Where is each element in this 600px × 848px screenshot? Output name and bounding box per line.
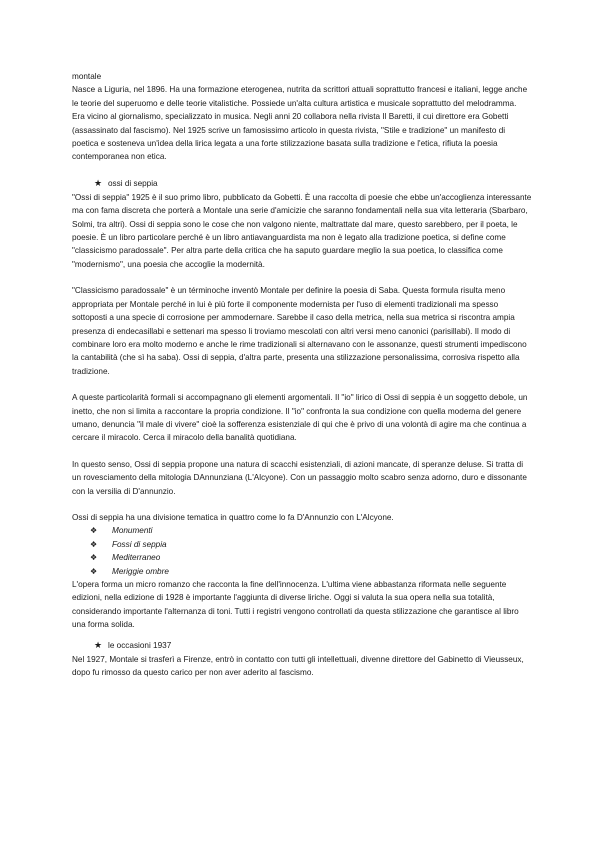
occasioni-paragraph: Nel 1927, Montale si trasferì a Firenze, entrò in contatto con tutti gli intellettuali, divenne direttore del Gabinetto di Vieusseux, dopo fu rimosso da questo carico per non aver aderito al fascismo.: [72, 654, 524, 677]
section-heading-label: ossi di seppia: [108, 179, 158, 189]
list-item: ❖ Monumenti: [90, 524, 532, 537]
section-heading-label: le occasioni 1937: [108, 640, 172, 650]
diamond-bullet-icon: ❖: [90, 553, 98, 563]
list-item: ❖ Meriggie ombre: [90, 565, 532, 578]
ossi-paragraph-5: Ossi di seppia ha una divisione tematica in quattro come lo fa D'Annunzio con L'Alcyone.: [72, 512, 394, 522]
ossi-paragraph-3: A queste particolarità formali si accompagnano gli elementi argomentali. Il "io" lirico di Ossi di seppia è un soggetto debole, un inetto, che non si limita a raccontare la propria condizione. Il "io" confronta la sua condizione con quella moderna del genere umano, denuncia "il male di vivere" cioè la sofferenza esistenziale di qui che è privo di una volontà di agire ma che continua a cercare il miracolo. Cerca il miracolo della banalità quotidiana.: [72, 393, 528, 443]
ossi-paragraph-2: "Classicismo paradossale" è un términoche inventò Montale per definire la poesia di Saba. Questa formula risulta meno appropriata per Montale perché in lui è più forte il componente modernista per l'uso di elementi tradizionali ma spesso sottoposti a una specie di corrosione per ammodernare. Sarebbe il caso della metrica, nella sua metrica si riscontra ampia presenza di endecasillabi e settenari ma spesso li troviamo mescolati con altri versi meno canonici (parisillabi). Il modo di combinare loro era molto moderno e anche le rime tradizionali si alternavano con le assonanze, questi strumenti impediscono la cantabilità (che sì ha saba). Ossi di seppia, d'altra parte, presenta una stilizzazione personalissima, corrosiva rispetto alla tradizione.: [72, 286, 527, 376]
ossi-paragraph-1: "Ossi di seppia" 1925 è il suo primo libro, pubblicato da Gobetti. È una raccolta di poesie che ebbe un'accoglienza interessante ma con fama discreta che porterà a Montale una serie d'amicizie che saranno fondamentali nella sua vita letteraria (Sbarbaro, Solmi, tra altri). Ossi di seppia sono le cose che non valgono niente, maltrattate dal mare, questo sarebbero, per il poeta, le poesie. È un libro particolare perché è un libro antiavanguardista ma non è legato alla tradizione poetica, si define come "classicismo paradossale". Per altra parte della critica che ha saputo guardare meglio la sua poetica, lo classifica come "modernismo", una poesia che accoglie la modernità.: [72, 192, 532, 269]
ossi-after-list-paragraph: L'opera forma un micro romanzo che racconta la fine dell'innocenza. L'ultima viene abbastanza riformata nelle seguente edizioni, nella edizione di 1928 è importante l'aggiunta di diverse liriche. Oggi si valuta la sua opera nella sua totalità, considerando importante l'alternanza di toni. Tutti i registri vengono controllati da questa stilizzazione che garantisce al libro una forma solida.: [72, 579, 519, 630]
intro-paragraph-2: Era vicino al giornalismo, specializzato in musica. Negli anni 20 collabora nella rivista Il Baretti, il cui direttore era Gobetti (assassinato dal fascismo). Nel 1925 scrive un famosissimo articolo in questa rivista, "Stile e tradizione" un manifesto di poetica e sosteneva un'idea della lirica legata a una forte stilizzazione basata sulla tradizione e l'etica, rifiuta la poesia contemporanea non etica.: [72, 112, 509, 162]
list-item: ❖ Mediterraneo: [90, 551, 532, 564]
diamond-bullet-icon: ❖: [90, 539, 98, 549]
diamond-bullet-icon: ❖: [90, 566, 98, 576]
diamond-bullet-icon: ❖: [90, 526, 98, 536]
section-heading-occasioni: [72, 639, 532, 653]
intro-paragraph-1: Nasce a Liguria, nel 1896. Ha una formazione eterogenea, nutrita da scrittori attuali soprattutto francesi e italiani, legge anche le teorie del superuomo e delle teorie vitalistiche. Possiede un'alta cultura artistica e musicale soprattutto del melodramma.: [72, 85, 528, 108]
list-item: ❖ Fossi di seppia: [90, 538, 532, 551]
document-page: [72, 70, 532, 679]
star-bullet-icon: ★: [94, 639, 103, 650]
ossi-paragraph-4: In questo senso, Ossi di seppia propone una natura di scacchi esistenziali, di azioni mancate, di speranze deluse. Si tratta di un rovesciamento della mitologia DAnnunziana (L'Alcyone). Con un passaggio molto scabro senza adorno, duro e dissonante con la versilia di D'annunzio.: [72, 459, 527, 496]
document-title: montale: [72, 72, 102, 81]
star-bullet-icon: ★: [94, 178, 103, 189]
section-heading-ossi: [72, 177, 532, 191]
thematic-list: [72, 524, 532, 578]
